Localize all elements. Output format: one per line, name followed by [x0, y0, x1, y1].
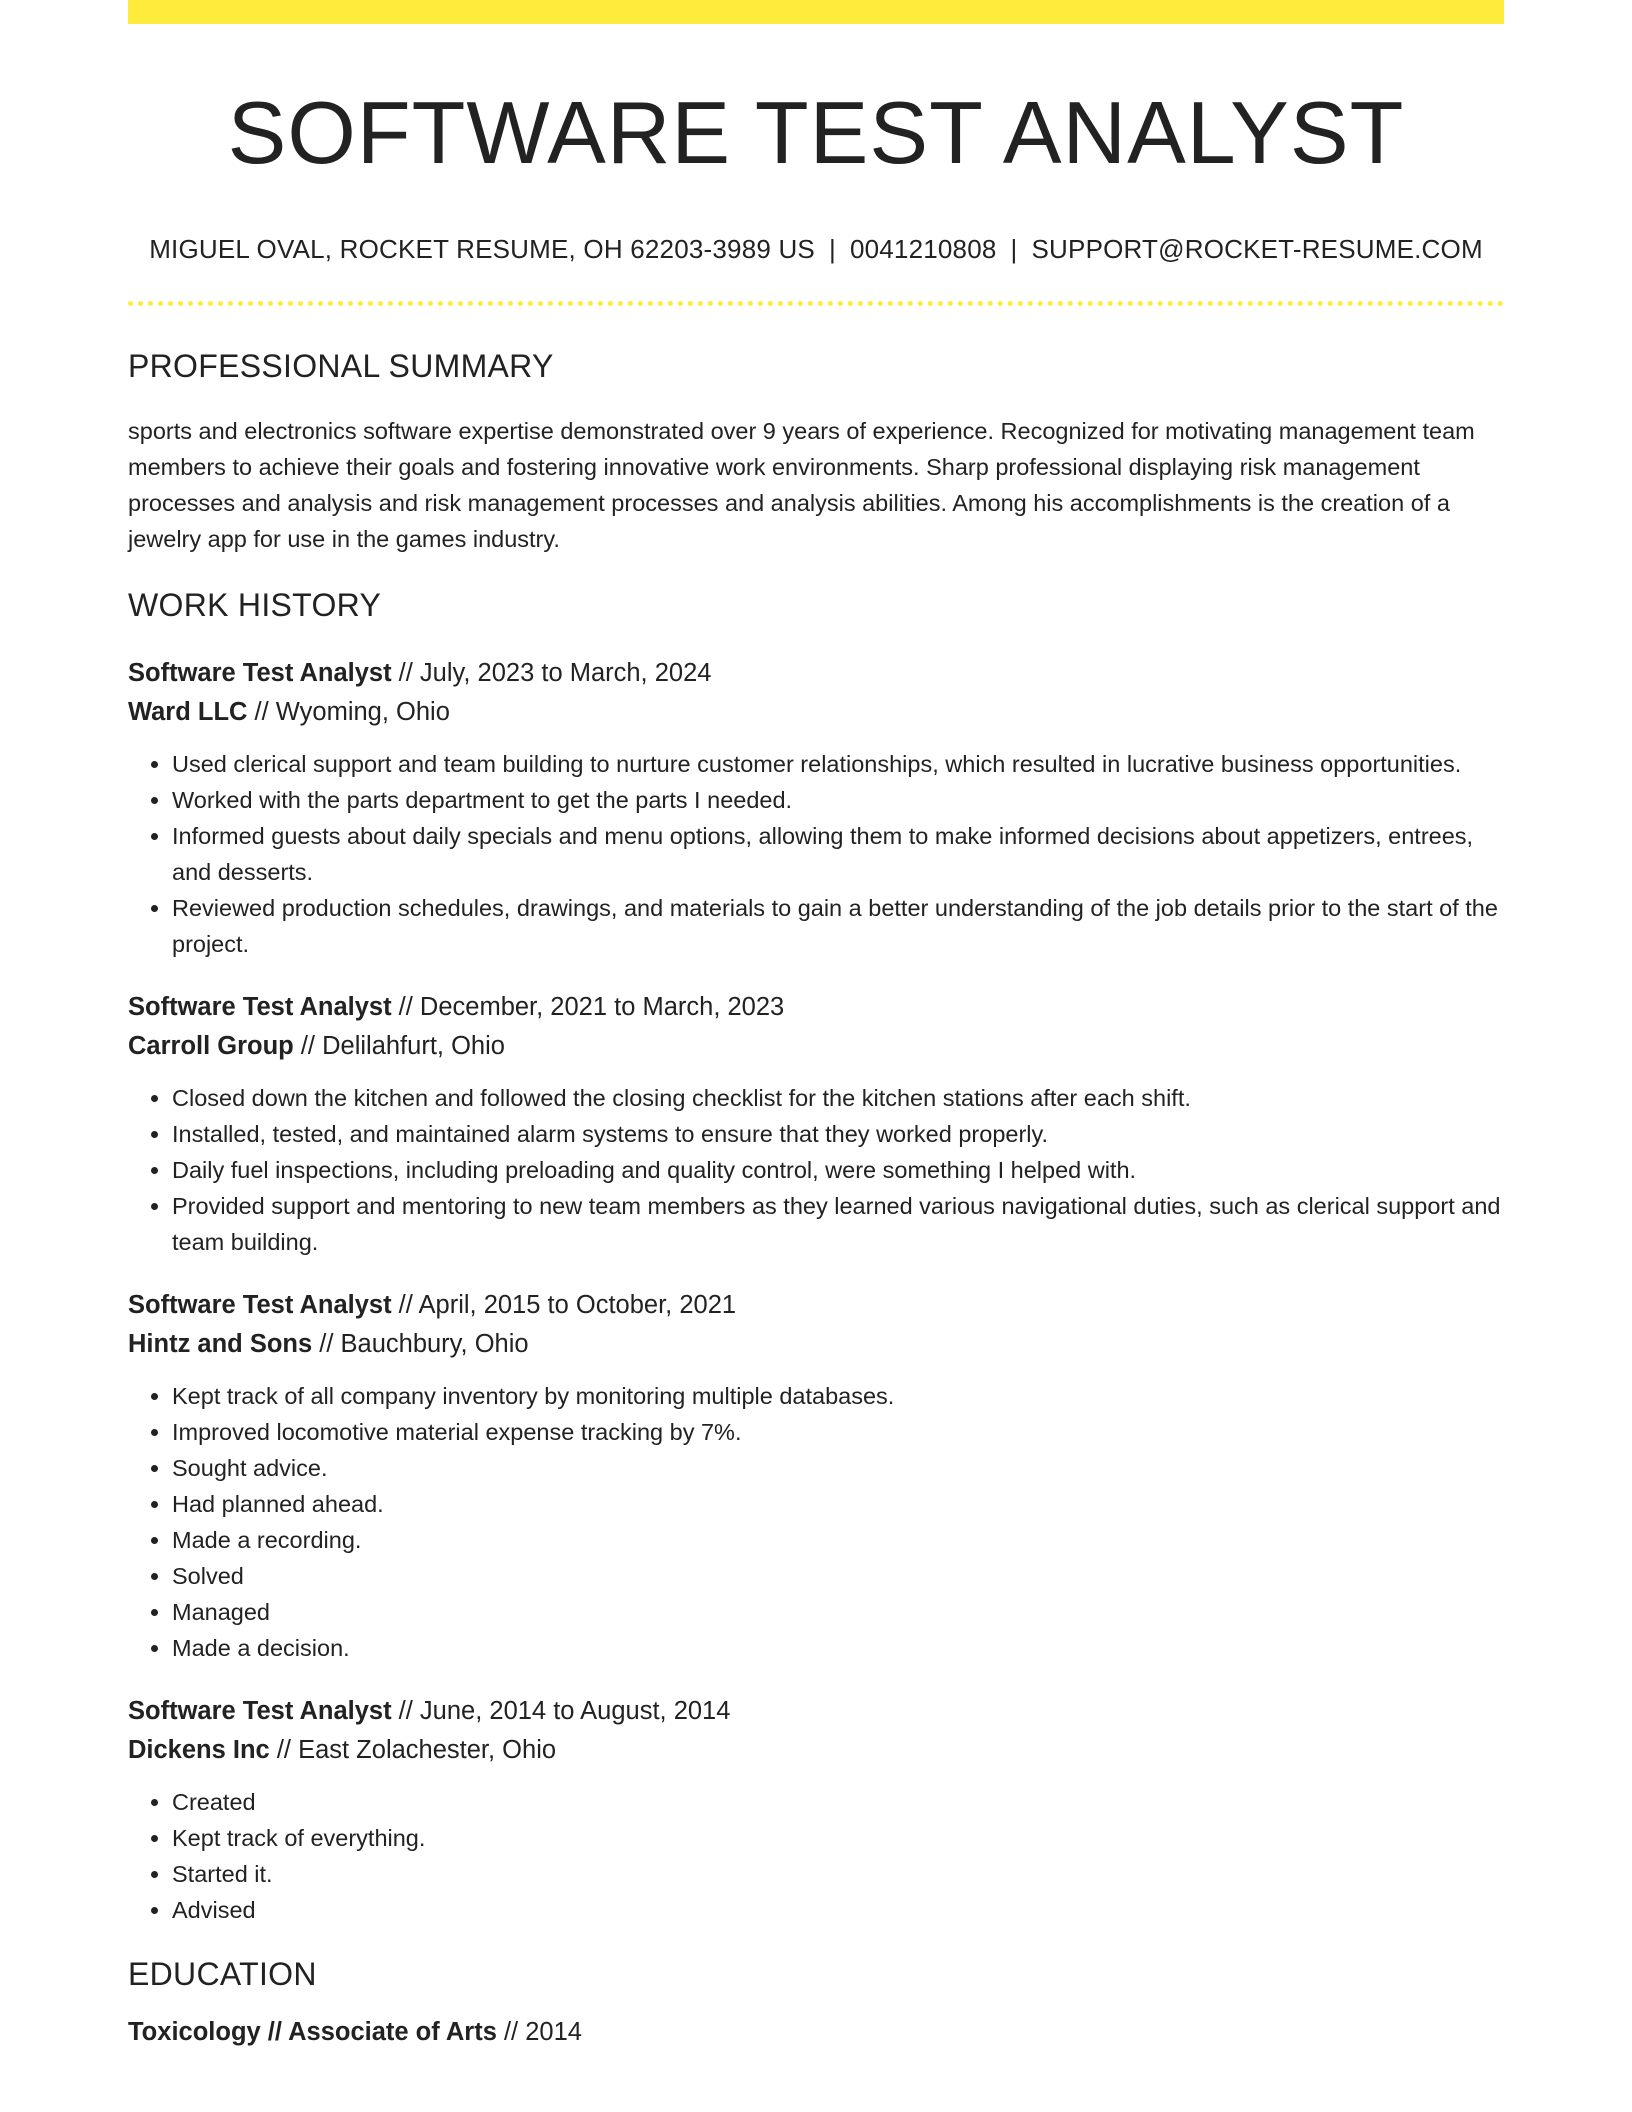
job-title: Software Test Analyst — [128, 993, 392, 1021]
job-company-line — [128, 1325, 1504, 1364]
job-bullet: • Closed down the kitchen and followed the closing checklist for the kitchen stations after each shift. — [172, 1080, 1504, 1116]
job-bullet: • Used clerical support and team building to nurture customer relationships, which resulted in lucrative business opportunities. — [172, 746, 1504, 782]
job-dates: // June, 2014 to August, 2014 — [391, 1697, 731, 1725]
accent-top-bar — [128, 0, 1504, 24]
job-bullet: • Informed guests about daily specials and menu options, allowing them to make informed decisions about appetizers, entrees, and desserts. — [172, 818, 1504, 890]
job-bullet: • Started it. — [172, 1856, 1504, 1892]
job-entry — [128, 1286, 1504, 1666]
job-bullet: • Solved — [172, 1558, 1504, 1594]
job-entry — [128, 988, 1504, 1260]
job-dates: // July, 2023 to March, 2024 — [391, 659, 712, 687]
job-bullet: • Advised — [172, 1892, 1504, 1928]
job-location: // Wyoming, Ohio — [247, 698, 450, 726]
job-title-line — [128, 654, 1504, 693]
education-heading: EDUCATION — [128, 1956, 317, 1992]
contact-email: SUPPORT@ROCKET-RESUME.COM — [1031, 234, 1483, 264]
resume-title: SOFTWARE TEST ANALYST — [227, 83, 1405, 182]
job-bullet: • Reviewed production schedules, drawings, and materials to gain a better understanding of the job details prior to the start of the project. — [172, 890, 1504, 962]
contact-line — [128, 234, 1504, 265]
work-history-heading: WORK HISTORY — [128, 587, 382, 623]
summary-heading: PROFESSIONAL SUMMARY — [128, 348, 554, 384]
contact-separator: | — [828, 234, 836, 264]
work-history-list — [128, 654, 1504, 1928]
education-entry — [128, 2013, 1504, 2052]
resume-page — [128, 0, 1504, 2052]
job-bullet: • Created — [172, 1784, 1504, 1820]
job-location: // Bauchbury, Ohio — [312, 1330, 529, 1358]
job-company: Ward LLC — [128, 698, 248, 726]
job-bullets — [128, 1784, 1504, 1928]
summary-text: sports and electronics software expertise demonstrated over 9 years of experience. Recognized for motivating management team members to achieve their goals and fostering innovative work environments. Sharp professional displaying risk management processes and analysis and risk management processes and analysis abilities. Among his accomplishments is the creation of a jewelry app for use in the games industry. — [128, 418, 1475, 552]
job-bullet: • Kept track of everything. — [172, 1820, 1504, 1856]
job-entry — [128, 1692, 1504, 1928]
job-bullets — [128, 1080, 1504, 1260]
job-company: Carroll Group — [128, 1032, 294, 1060]
job-title-line — [128, 1286, 1504, 1325]
job-bullet: • Installed, tested, and maintained alarm systems to ensure that they worked properly. — [172, 1116, 1504, 1152]
job-bullet: • Worked with the parts department to get the parts I needed. — [172, 782, 1504, 818]
job-bullet: • Managed — [172, 1594, 1504, 1630]
job-bullet: • Had planned ahead. — [172, 1486, 1504, 1522]
job-bullets — [128, 1378, 1504, 1666]
job-bullet: • Kept track of all company inventory by monitoring multiple databases. — [172, 1378, 1504, 1414]
job-entry — [128, 654, 1504, 962]
job-title: Software Test Analyst — [128, 1291, 392, 1319]
job-bullet: • Daily fuel inspections, including preloading and quality control, were something I helped with. — [172, 1152, 1504, 1188]
job-location: // Delilahfurt, Ohio — [293, 1032, 505, 1060]
job-company-line — [128, 1731, 1504, 1770]
job-company-line — [128, 693, 1504, 732]
job-bullet: • Improved locomotive material expense tracking by 7%. — [172, 1414, 1504, 1450]
job-bullet: • Made a recording. — [172, 1522, 1504, 1558]
job-company-line — [128, 1027, 1504, 1066]
job-bullet: • Made a decision. — [172, 1630, 1504, 1666]
job-dates: // December, 2021 to March, 2023 — [391, 993, 785, 1021]
job-company: Dickens Inc — [128, 1736, 270, 1764]
contact-address: MIGUEL OVAL, ROCKET RESUME, OH 62203-3989 US — [149, 234, 815, 264]
job-bullet: • Sought advice. — [172, 1450, 1504, 1486]
job-title: Software Test Analyst — [128, 659, 392, 687]
job-title-line — [128, 1692, 1504, 1731]
job-bullet: • Provided support and mentoring to new team members as they learned various navigational duties, such as clerical support and team building. — [172, 1188, 1504, 1260]
dotted-divider — [128, 301, 1504, 306]
education-degree: Toxicology // Associate of Arts — [128, 2018, 497, 2046]
job-company: Hintz and Sons — [128, 1330, 313, 1358]
job-title-line — [128, 988, 1504, 1027]
job-dates: // April, 2015 to October, 2021 — [391, 1291, 737, 1319]
job-location: // East Zolachester, Ohio — [269, 1736, 557, 1764]
education-list — [128, 2013, 1504, 2052]
job-bullets — [128, 746, 1504, 962]
contact-phone: 0041210808 — [849, 234, 997, 264]
education-year: // 2014 — [496, 2018, 582, 2046]
job-title: Software Test Analyst — [128, 1697, 392, 1725]
contact-separator: | — [1010, 234, 1018, 264]
